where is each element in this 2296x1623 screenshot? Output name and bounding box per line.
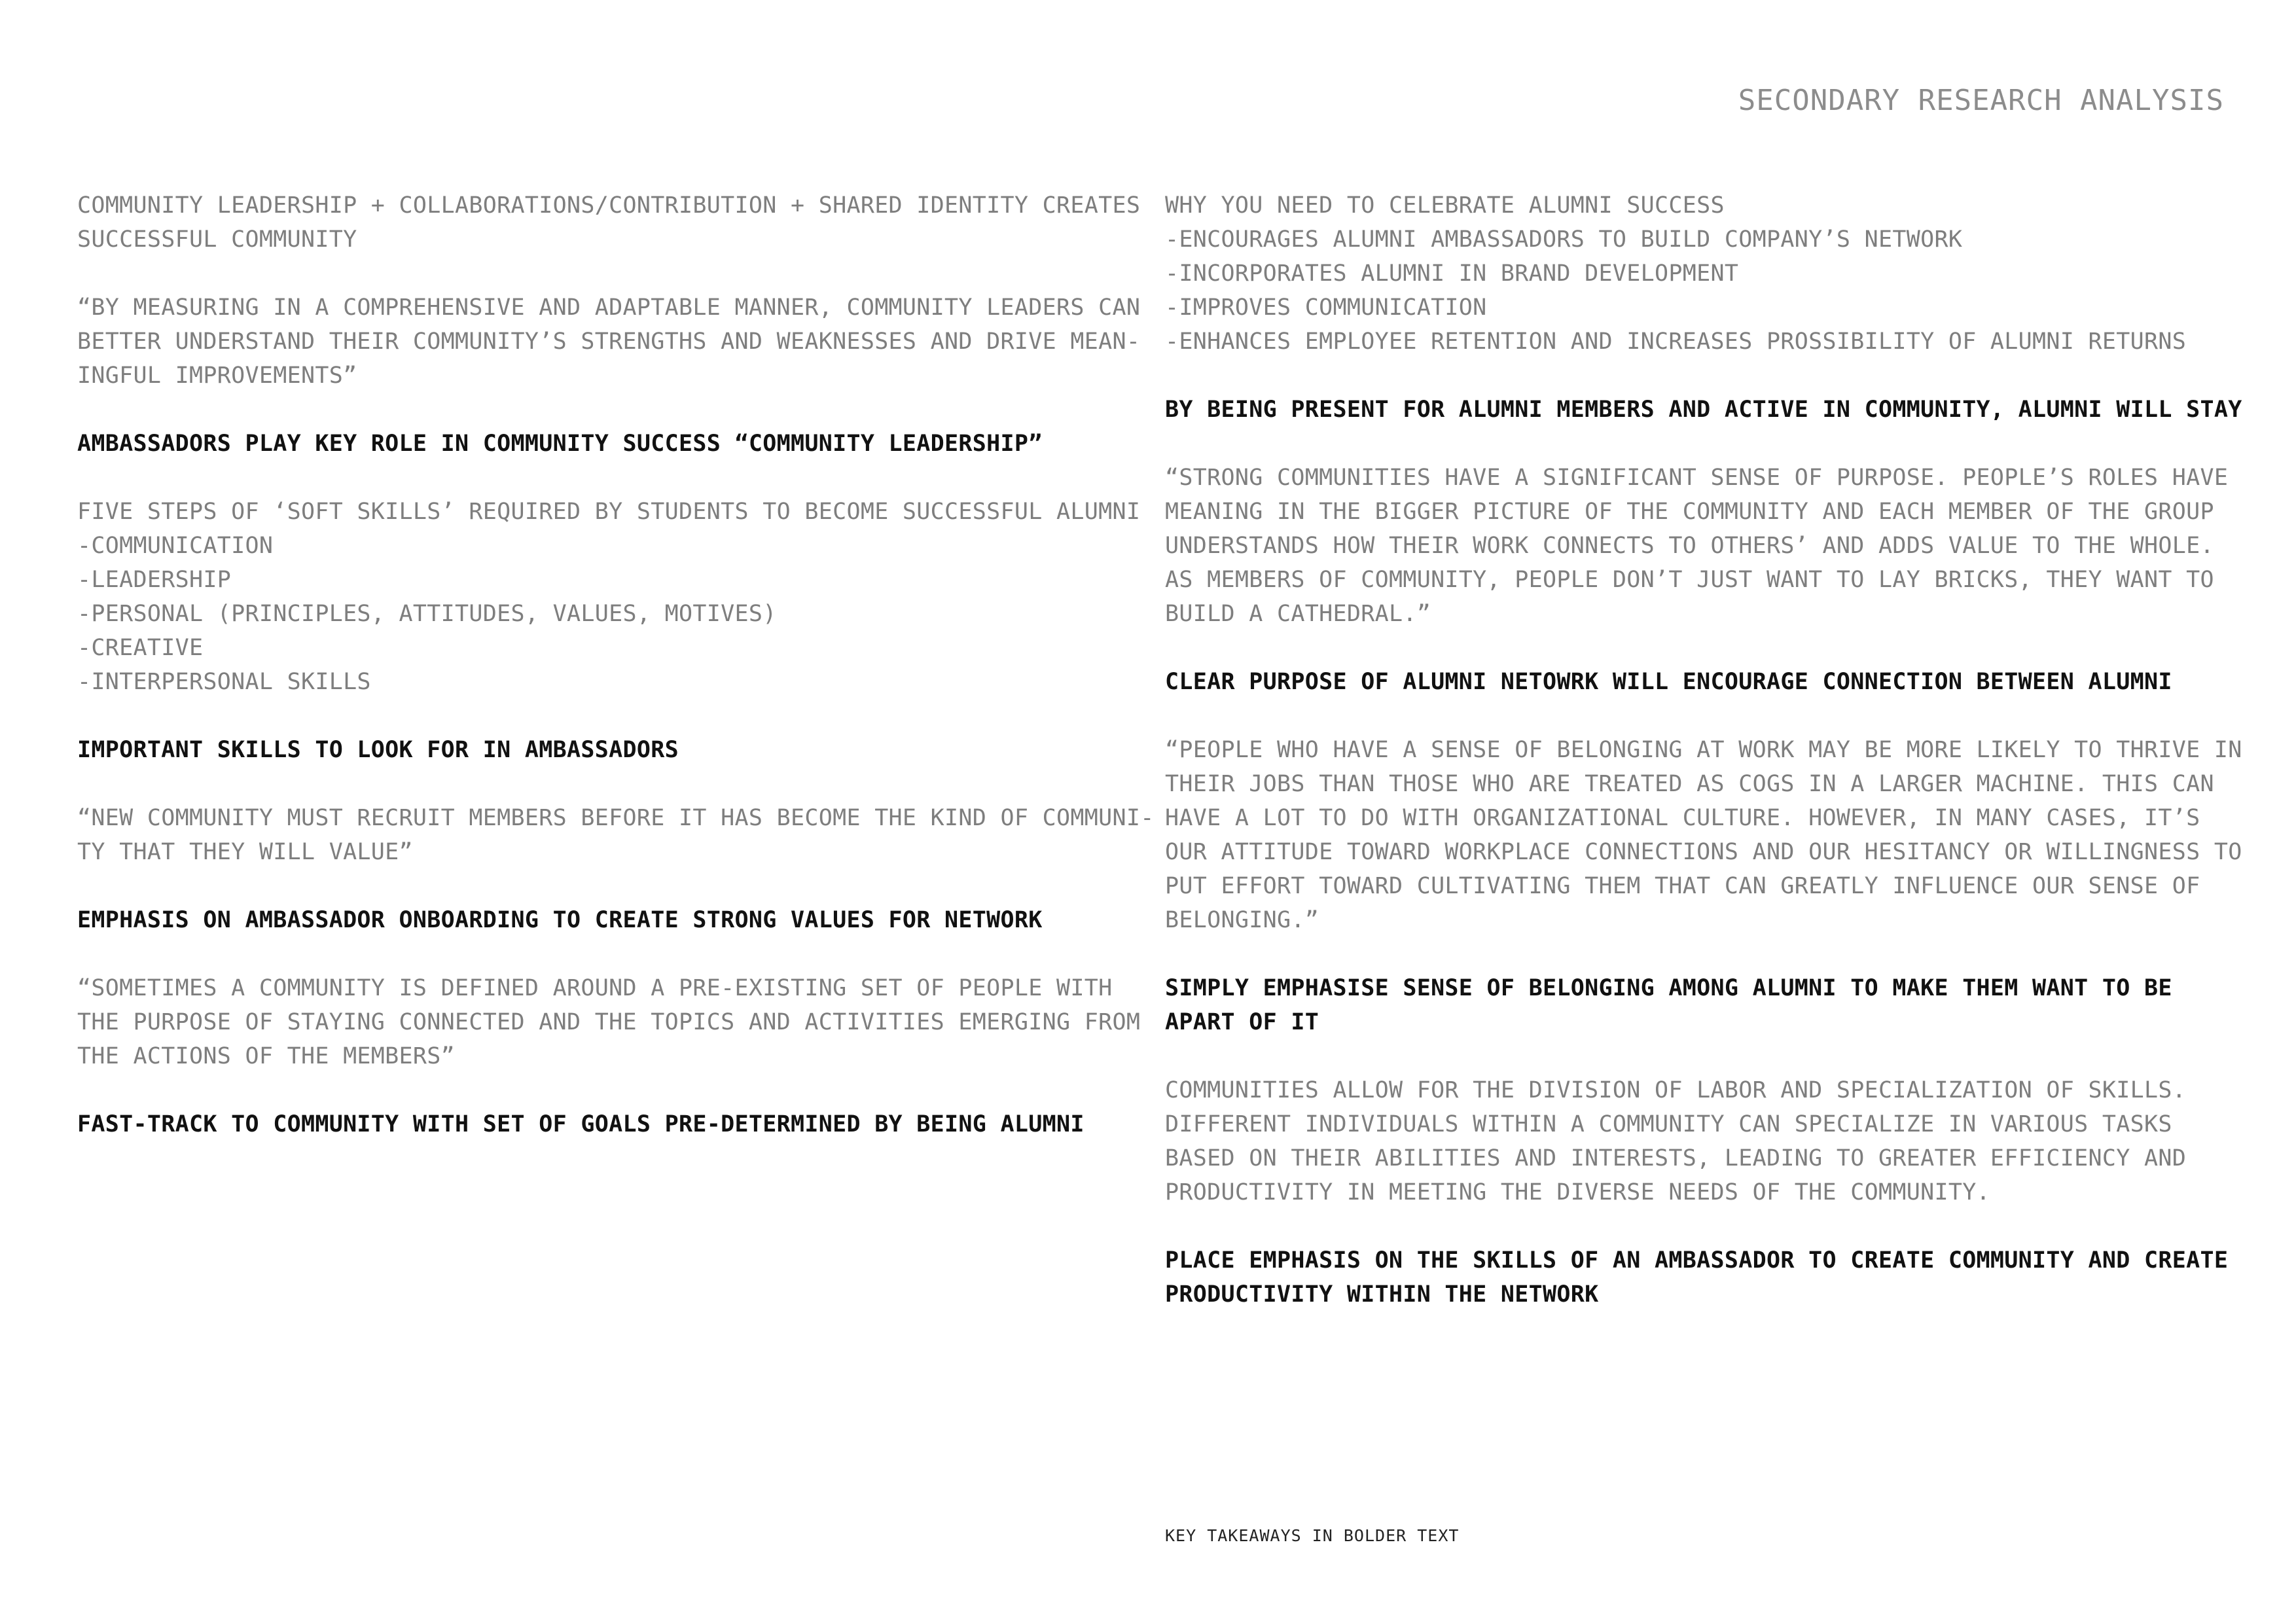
page-title: SECONDARY RESEARCH ANALYSIS xyxy=(1738,84,2224,117)
quote-recruit xyxy=(77,801,1155,869)
takeaway-fasttrack xyxy=(77,1107,1124,1141)
text-line: PLACE EMPHASIS ON THE SKILLS OF AN AMBASSADOR TO CREATE COMMUNITY AND CREATE xyxy=(1165,1247,2229,1274)
text-line: “PEOPLE WHO HAVE A SENSE OF BELONGING AT WORK MAY BE MORE LIKELY TO THRIVE IN xyxy=(1165,737,2242,763)
quote-measuring xyxy=(77,291,1141,393)
list-item: -INCORPORATES ALUMNI IN BRAND DEVELOPMENT xyxy=(1165,260,1739,287)
intro-paragraph xyxy=(77,188,1141,257)
text-line: PUT EFFORT TOWARD CULTIVATING THEM THAT CAN GREATLY INFLUENCE OUR SENSE OF xyxy=(1165,873,2200,899)
text-line: “BY MEASURING IN A COMPREHENSIVE AND ADAPTABLE MANNER, COMMUNITY LEADERS CAN xyxy=(77,294,1141,321)
text-line: MEANING IN THE BIGGER PICTURE OF THE COMMUNITY AND EACH MEMBER OF THE GROUP xyxy=(1165,499,2214,525)
text-line: “NEW COMMUNITY MUST RECRUIT MEMBERS BEFORE IT HAS BECOME THE KIND OF COMMUNI- xyxy=(77,805,1155,831)
list-item: -CREATIVE xyxy=(77,635,204,661)
list-item: -LEADERSHIP xyxy=(77,567,232,593)
text-line: EMPHASIS ON AMBASSADOR ONBOARDING TO CREATE STRONG VALUES FOR NETWORK xyxy=(77,907,1043,933)
takeaway-ambassadors xyxy=(77,427,1124,461)
text-line: THE PURPOSE OF STAYING CONNECTED AND THE TOPICS AND ACTIVITIES EMERGING FROM xyxy=(77,1009,1141,1035)
text-line: FAST-TRACK TO COMMUNITY WITH SET OF GOALS PRE-DETERMINED BY BEING ALUMNI xyxy=(77,1111,1085,1137)
takeaway-present xyxy=(1165,393,2242,427)
soft-skills-list xyxy=(77,495,1141,699)
text-line: UNDERSTANDS HOW THEIR WORK CONNECTS TO OTHERS’ AND ADDS VALUE TO THE WHOLE. xyxy=(1165,533,2214,559)
text-line: TY THAT THEY WILL VALUE” xyxy=(77,839,413,865)
list-heading: WHY YOU NEED TO CELEBRATE ALUMNI SUCCESS xyxy=(1165,192,1725,219)
list-item: -ENCOURAGES ALUMNI AMBASSADORS TO BUILD COMPANY’S NETWORK xyxy=(1165,226,1963,253)
list-item: -COMMUNICATION xyxy=(77,533,274,559)
takeaway-purpose xyxy=(1165,665,2225,699)
text-line: INGFUL IMPROVEMENTS” xyxy=(77,363,357,389)
text-line: THE ACTIONS OF THE MEMBERS” xyxy=(77,1043,456,1069)
text-line: BELONGING.” xyxy=(1165,907,1319,933)
takeaway-skills xyxy=(77,733,1124,767)
text-line: AS MEMBERS OF COMMUNITY, PEOPLE DON’T JUST WANT TO LAY BRICKS, THEY WANT TO xyxy=(1165,567,2214,593)
text-line: COMMUNITY LEADERSHIP + COLLABORATIONS/CONTRIBUTION + SHARED IDENTITY CREATES xyxy=(77,192,1141,219)
text-line: COMMUNITIES ALLOW FOR THE DIVISION OF LABOR AND SPECIALIZATION OF SKILLS. xyxy=(1165,1077,2187,1103)
text-line: APART OF IT xyxy=(1165,1009,1319,1035)
takeaway-belonging xyxy=(1165,971,2225,1039)
text-line: AMBASSADORS PLAY KEY ROLE IN COMMUNITY SUCCESS “COMMUNITY LEADERSHIP” xyxy=(77,431,1043,457)
text-line: PRODUCTIVITY IN MEETING THE DIVERSE NEEDS OF THE COMMUNITY. xyxy=(1165,1179,1990,1205)
list-item: -INTERPERSONAL SKILLS xyxy=(77,669,371,695)
division-of-labor-paragraph xyxy=(1165,1073,2225,1209)
text-line: CLEAR PURPOSE OF ALUMNI NETOWRK WILL ENCOURAGE CONNECTION BETWEEN ALUMNI xyxy=(1165,669,2172,695)
text-line: THEIR JOBS THAN THOSE WHO ARE TREATED AS COGS IN A LARGER MACHINE. THIS CAN xyxy=(1165,771,2214,797)
text-line: OUR ATTITUDE TOWARD WORKPLACE CONNECTIONS AND OUR HESITANCY OR WILLINGNESS TO xyxy=(1165,839,2242,865)
left-column xyxy=(77,188,1155,1175)
text-line: BY BEING PRESENT FOR ALUMNI MEMBERS AND ACTIVE IN COMMUNITY, ALUMNI WILL STAY xyxy=(1165,397,2242,423)
celebrate-list xyxy=(1165,188,2225,359)
list-heading: FIVE STEPS OF ‘SOFT SKILLS’ REQUIRED BY STUDENTS TO BECOME SUCCESSFUL ALUMNI xyxy=(77,499,1141,525)
text-line: SIMPLY EMPHASISE SENSE OF BELONGING AMONG ALUMNI TO MAKE THEM WANT TO BE xyxy=(1165,975,2172,1001)
list-item: -IMPROVES COMMUNICATION xyxy=(1165,294,1487,321)
quote-belonging xyxy=(1165,733,2242,937)
right-column xyxy=(1165,188,2242,1346)
text-line: BETTER UNDERSTAND THEIR COMMUNITY’S STRENGTHS AND WEAKNESSES AND DRIVE MEAN- xyxy=(77,329,1141,355)
text-line: PRODUCTIVITY WITHIN THE NETWORK xyxy=(1165,1281,1599,1308)
takeaway-onboarding xyxy=(77,903,1124,937)
text-line: “SOMETIMES A COMMUNITY IS DEFINED AROUND A PRE-EXISTING SET OF PEOPLE WITH xyxy=(77,975,1113,1001)
text-line: HAVE A LOT TO DO WITH ORGANIZATIONAL CULTURE. HOWEVER, IN MANY CASES, IT’S xyxy=(1165,805,2200,831)
text-line: IMPORTANT SKILLS TO LOOK FOR IN AMBASSADORS xyxy=(77,737,679,763)
takeaway-ambassador-skills xyxy=(1165,1243,2229,1311)
footnote: KEY TAKEAWAYS IN BOLDER TEXT xyxy=(1165,1526,1460,1545)
text-line: BUILD A CATHEDRAL.” xyxy=(1165,601,1431,627)
list-item: -ENHANCES EMPLOYEE RETENTION AND INCREASES PROSSIBILITY OF ALUMNI RETURNS xyxy=(1165,329,2187,355)
text-line: “STRONG COMMUNITIES HAVE A SIGNIFICANT SENSE OF PURPOSE. PEOPLE’S ROLES HAVE xyxy=(1165,465,2229,491)
list-item: -PERSONAL (PRINCIPLES, ATTITUDES, VALUES, MOTIVES) xyxy=(77,601,777,627)
quote-purpose xyxy=(1165,461,2229,631)
text-line: BASED ON THEIR ABILITIES AND INTERESTS, LEADING TO GREATER EFFICIENCY AND xyxy=(1165,1145,2187,1171)
quote-defined xyxy=(77,971,1141,1073)
text-line: SUCCESSFUL COMMUNITY xyxy=(77,226,357,253)
text-line: DIFFERENT INDIVIDUALS WITHIN A COMMUNITY CAN SPECIALIZE IN VARIOUS TASKS xyxy=(1165,1111,2172,1137)
